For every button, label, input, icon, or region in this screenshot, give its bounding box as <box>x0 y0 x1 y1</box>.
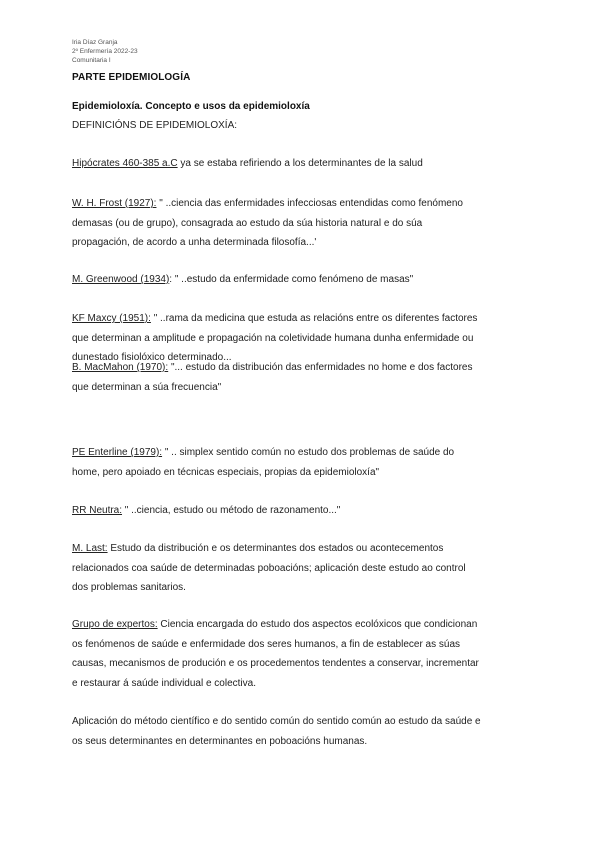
definition-author: B. MacMahon (1970): <box>72 362 169 373</box>
definition-text: Aplicación do método científico e do sentido común do sentido común ao estudo da saúde e <box>72 716 481 727</box>
definition-line <box>72 463 534 483</box>
definition-author: RR Neutra: <box>72 505 123 516</box>
definition-line <box>72 214 534 234</box>
definition-paragraph <box>72 539 534 598</box>
definition-paragraph <box>72 194 534 253</box>
definition-author: M. Last: <box>72 543 108 554</box>
definition-text: " .. simplex sentido común no estudo dos problemas de saúde do <box>162 447 455 458</box>
definition-author: Grupo de expertos: <box>72 619 158 630</box>
definition-text: " ..rama da medicina que estuda as relacións entre os diferentes factores <box>150 313 478 324</box>
definition-line <box>72 443 534 463</box>
definition-line <box>72 501 534 521</box>
definition-line <box>72 654 534 674</box>
definition-line <box>72 674 534 694</box>
definition-author: W. H. Frost (1927): <box>72 198 157 209</box>
definition-line <box>72 712 534 732</box>
definition-paragraph <box>72 615 534 693</box>
definition-line <box>72 329 534 349</box>
definition-paragraph <box>72 270 534 290</box>
definition-text: " ..ciencia das enfermidades infecciosas entendidas como fenómeno <box>156 198 463 209</box>
section-subtitle: Epidemioloxía. Concepto e usos da epidemioloxía <box>72 101 310 112</box>
definition-text: dos problemas sanitarios. <box>72 582 186 593</box>
definition-line <box>72 233 534 253</box>
definition-paragraph <box>72 501 534 521</box>
definition-line <box>72 732 534 752</box>
definition-author: PE Enterline (1979): <box>72 447 163 458</box>
definition-paragraph <box>72 712 534 751</box>
definition-line <box>72 615 534 635</box>
header-course: 2º Enfermería 2022-23 <box>72 48 138 55</box>
definition-line <box>72 154 534 174</box>
definition-line <box>72 309 534 329</box>
definition-text: relacionados coa saúde de determinadas poboacións; aplicación deste estudo ao control <box>72 562 466 574</box>
header-subject: Comunitaria I <box>72 57 111 64</box>
definition-text: que determinan a amplitude e propagación na coletividade humana dunha enfermidade ou <box>72 332 474 344</box>
definition-line <box>72 194 534 214</box>
definition-text: e restaurar á saúde individual e colectiva. <box>72 677 256 689</box>
definition-line <box>72 635 534 655</box>
definition-author: M. Greenwood (1934) <box>72 274 170 285</box>
definition-paragraph <box>72 443 534 482</box>
definition-text: os fenómenos de saúde e enfermidade dos seres humanos, a fin de establecer as súas <box>72 638 461 650</box>
definition-text: propagación, de acordo a unha determinada filosofía...' <box>72 237 317 248</box>
definition-line <box>72 378 534 398</box>
definition-text: Ciencia encargada do estudo dos aspectos ecolóxicos que condicionan <box>157 619 478 630</box>
definition-line <box>72 270 534 290</box>
definition-text: " ..ciencia, estudo ou método de razonamento..." <box>122 505 341 516</box>
definition-text: : " ..estudo da enfermidade como fenómeno de masas" <box>169 274 414 285</box>
definition-line <box>72 539 534 559</box>
definition-line <box>72 358 534 378</box>
definition-paragraph <box>72 154 534 174</box>
page-header <box>72 38 138 65</box>
page-title: PARTE EPIDEMIOLOGÍA <box>72 72 191 83</box>
definitions-heading: DEFINICIÓNS DE EPIDEMIOLOXÍA: <box>72 120 238 131</box>
definition-text: home, pero apoiado en técnicas especiais, propias da epidemioloxía" <box>72 466 380 478</box>
definition-author: KF Maxcy (1951): <box>72 313 151 324</box>
definition-text: demasas (ou de grupo), consagrada ao estudo da súa historia natural e do súa <box>72 217 423 229</box>
definition-line <box>72 578 534 598</box>
definition-author: Hipócrates 460-385 a.C <box>72 158 178 169</box>
definition-text: que determinan a súa frecuencia" <box>72 381 222 393</box>
definition-text: ya se estaba refiriendo a los determinantes de la salud <box>177 158 423 169</box>
definition-text: causas, mecanismos de produción e os procedementos tendentes a conservar, incrementar <box>72 658 479 669</box>
definition-text: os seus determinantes en determinantes en poboacións humanas. <box>72 735 368 747</box>
definition-text: Estudo da distribución e os determinantes dos estados ou acontecementos <box>107 543 444 554</box>
definition-paragraph <box>72 358 534 397</box>
definition-line <box>72 559 534 579</box>
definition-text: dunestado fisiolóxico determinado... <box>72 352 232 363</box>
header-author: Iria Díaz Granja <box>72 39 118 46</box>
definition-text: "... estudo da distribución das enfermidades no home e dos factores <box>168 362 473 373</box>
